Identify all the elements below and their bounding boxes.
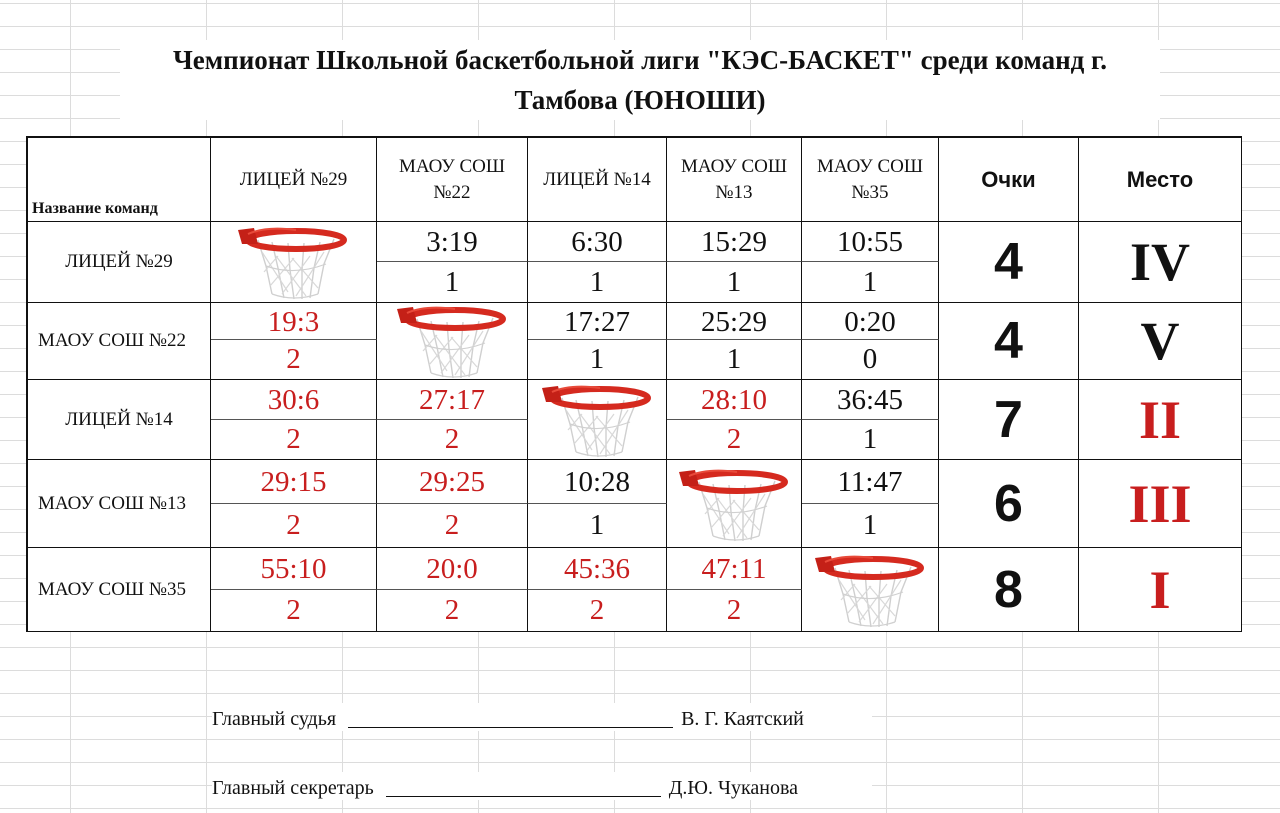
match-points: 2 [377, 504, 528, 548]
row-team-name: МАОУ СОШ №13 [28, 460, 211, 548]
header-team: ЛИЦЕЙ №14 [528, 138, 667, 222]
match-points: 1 [528, 504, 667, 548]
match-score: 3:19 [377, 222, 528, 262]
total-points: 6 [939, 460, 1079, 548]
judge-name: В. Г. Каятский [681, 708, 804, 730]
row-team-name: МАОУ СОШ №22 [28, 303, 211, 380]
match-score: 47:11 [667, 548, 802, 590]
diagonal-hoop-cell [211, 222, 377, 303]
match-score: 27:17 [377, 380, 528, 420]
total-points: 7 [939, 380, 1079, 460]
match-points: 1 [667, 262, 802, 303]
row-team-name: ЛИЦЕЙ №29 [28, 222, 211, 303]
match-points: 2 [211, 504, 377, 548]
header-team: МАОУ СОШ №22 [377, 138, 528, 222]
secretary-name: Д.Ю. Чуканова [668, 777, 799, 799]
diagonal-hoop-cell [377, 303, 528, 380]
place-value: IV [1079, 222, 1242, 303]
match-points: 1 [802, 504, 939, 548]
match-score: 17:27 [528, 303, 667, 340]
total-points: 4 [939, 303, 1079, 380]
basketball-hoop-icon [236, 222, 351, 302]
match-score: 6:30 [528, 222, 667, 262]
match-points: 2 [667, 590, 802, 632]
secretary-label: Главный секретарь [212, 777, 374, 799]
basketball-hoop-icon [395, 303, 510, 380]
match-points: 2 [377, 590, 528, 632]
match-score: 55:10 [211, 548, 377, 590]
match-points: 1 [667, 340, 802, 380]
match-score: 20:0 [377, 548, 528, 590]
match-points: 2 [528, 590, 667, 632]
row-team-name: ЛИЦЕЙ №14 [28, 380, 211, 460]
basketball-hoop-icon [813, 550, 928, 630]
results-table [26, 136, 1242, 632]
match-points: 2 [377, 420, 528, 460]
judge-label: Главный судья [212, 708, 337, 730]
match-score: 15:29 [667, 222, 802, 262]
match-points: 2 [211, 590, 377, 632]
header-place: Место [1079, 138, 1242, 222]
match-points: 1 [528, 340, 667, 380]
match-points: 2 [211, 340, 377, 380]
match-points: 0 [802, 340, 939, 380]
match-score: 28:10 [667, 380, 802, 420]
match-score: 19:3 [211, 303, 377, 340]
match-score: 45:36 [528, 548, 667, 590]
header-team-names: Название команд [28, 138, 211, 222]
match-score: 0:20 [802, 303, 939, 340]
match-points: 1 [802, 262, 939, 303]
match-points: 1 [528, 262, 667, 303]
match-score: 36:45 [802, 380, 939, 420]
match-score: 10:28 [528, 460, 667, 504]
basketball-hoop-icon [677, 464, 792, 544]
match-points: 2 [211, 420, 377, 460]
total-points: 8 [939, 548, 1079, 632]
match-score: 30:6 [211, 380, 377, 420]
place-value: V [1079, 303, 1242, 380]
diagonal-hoop-cell [802, 548, 939, 632]
match-points: 1 [802, 420, 939, 460]
basketball-hoop-icon [540, 380, 655, 460]
match-score: 29:15 [211, 460, 377, 504]
total-points: 4 [939, 222, 1079, 303]
place-value: III [1079, 460, 1242, 548]
page-title: Чемпионат Школьной баскетбольной лиги "КЭС-БАСКЕТ" среди команд г. Тамбова (ЮНОШИ) [120, 40, 1160, 120]
header-team: МАОУ СОШ №13 [667, 138, 802, 222]
match-score: 29:25 [377, 460, 528, 504]
match-score: 11:47 [802, 460, 939, 504]
header-team: ЛИЦЕЙ №29 [211, 138, 377, 222]
signature-line [348, 707, 673, 728]
match-score: 10:55 [802, 222, 939, 262]
diagonal-hoop-cell [667, 460, 802, 548]
header-points: Очки [939, 138, 1079, 222]
diagonal-hoop-cell [528, 380, 667, 460]
signature-line [386, 776, 661, 797]
header-team: МАОУ СОШ №35 [802, 138, 939, 222]
match-points: 2 [667, 420, 802, 460]
match-points: 1 [377, 262, 528, 303]
row-team-name: МАОУ СОШ №35 [28, 548, 211, 632]
place-value: II [1079, 380, 1242, 460]
place-value: I [1079, 548, 1242, 632]
judge-signature [212, 703, 872, 731]
secretary-signature [212, 772, 872, 800]
match-score: 25:29 [667, 303, 802, 340]
